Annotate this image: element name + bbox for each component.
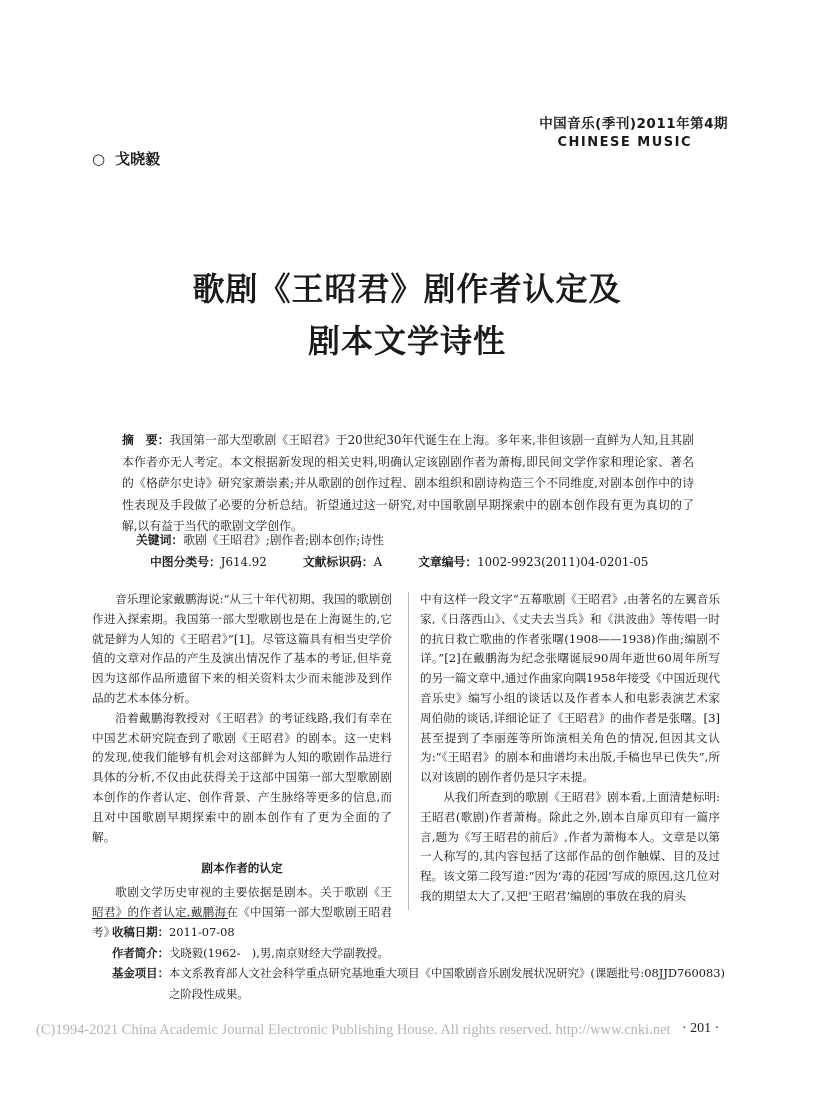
article-title-line1: 歌剧《王昭君》剧作者认定及 xyxy=(192,270,622,308)
article-number-value: 1002-9923(2011)04-0201-05 xyxy=(477,555,649,569)
body-column-left xyxy=(92,590,392,943)
journal-name: 中国音乐(季刊)2011年第4期 xyxy=(539,116,728,132)
body-paragraph: 中有这样一段文字“五幕歌剧《王昭君》,由著名的左翼音乐家,《日落西山》、《丈夫去当兵》和《洪波曲》等传唱一时的抗日救亡歌曲的作者张曙(1908——1938)作曲;编剧不详。”[2]在戴鹏海为纪念张曙诞辰90周年逝世60周年所写的另一篇文章中,通过作曲家向隅1958年接受《中国近现代音乐史》编写小组的谈话以及作者本人和电影表演艺术家周伯勋的谈话,详细论证了《王昭君》的曲作者是张曙。[3]甚至提到了李丽莲等所饰演相关角色的情况,但因其文认为:“《王昭君》的剧本和曲谱均未出版,手稿也早已佚失”,所以对该剧的剧作者仍是只字未提。 xyxy=(420,592,720,785)
body-paragraph: 从我们所查到的歌剧《王昭君》剧本看,上面清楚标明:王昭君(歌剧)作者萧梅。除此之外,剧本自扉页印有一篇序言,题为《写王昭君的前后》,作者为萧梅本人。文章是以第一人称写的,其内容包括了这部作品的创作触媒、目的及过程。该文第二段写道:“因为‘毒的花园’写成的原因,这几位对我的期望太大了,又把‘王昭君’编剧的事放在我的肩头 xyxy=(420,789,720,903)
circle-bullet-icon: ○ xyxy=(92,150,106,168)
author-name: 戈晓毅 xyxy=(115,150,161,168)
clc-label: 中图分类号： xyxy=(150,555,221,569)
author-bio-value: 戈晓毅(1962- ),男,南京财经大学副教授。 xyxy=(168,945,389,960)
journal-name-english: CHINESE MUSIC xyxy=(557,135,692,150)
doc-code-label: 文献标识码： xyxy=(302,555,374,569)
author-bio-label: 作者简介： xyxy=(112,945,169,960)
received-date xyxy=(112,922,732,943)
column-divider xyxy=(408,592,409,910)
abstract xyxy=(122,430,694,538)
body-column-right xyxy=(420,590,720,907)
fund-value: 本文系教育部人文社会科学重点研究基地重大项目《中国歌剧音乐剧发展状况研究》(课题批号:08JJD760083)之阶段性成果。 xyxy=(168,966,725,1001)
body-paragraph: 沿着戴鹏海教授对《王昭君》的考证线路,我们有幸在中国艺术研究院查到了歌剧《王昭君》的剧本。这一史料的发现,使我们能够有机会对这部鲜为人知的歌剧作品进行具体的分析,不仅由此获得关于这部中国第一部大型歌剧剧本创作的作者认定、创作背景、产生脉络等更多的信息,而且对中国歌剧早期探索中的剧本创作有了更为全面的了解。 xyxy=(92,710,392,844)
section-heading: 剧本作者的认定 xyxy=(201,861,283,876)
footnote-rule xyxy=(92,918,228,919)
body-paragraph: 歌剧文学历史审视的主要依据是剧本。关于歌剧《王昭君》的作者认定,戴鹏海在《中国第一部大型歌剧王昭君考》 xyxy=(92,885,392,939)
classification-codes xyxy=(150,552,648,572)
article-title-line2: 剧本文学诗性 xyxy=(307,322,506,360)
keywords xyxy=(136,530,696,551)
clc-value: J614.92 xyxy=(220,555,267,569)
keywords-text: 歌剧《王昭君》;剧作者;剧本创作;诗性 xyxy=(183,533,384,547)
received-value: 2011-07-08 xyxy=(168,925,235,939)
body-paragraph: 音乐理论家戴鹏海说:“从三十年代初期、我国的歌剧创作进入探索期。我国第一部大型歌剧也是在上海诞生的,它就是鲜为人知的《王昭君》”[1]。尽管这篇具有相当史学价值的文章对作品的产生及演出情况作了基本的考证,但毕竟因为这部作品所遗留下来的相关资料太少而未能涉及到作品的艺术本体分析。 xyxy=(92,592,392,705)
author-bio xyxy=(112,943,732,964)
doc-code-value: A xyxy=(373,555,383,569)
article-number-label: 文章编号： xyxy=(418,555,478,569)
fund-project xyxy=(112,963,732,1004)
keywords-label: 关键词： xyxy=(136,533,184,547)
abstract-label: 摘 要： xyxy=(122,433,170,447)
footnotes xyxy=(112,922,732,1004)
fund-label: 基金项目： xyxy=(112,966,169,980)
abstract-text: 我国第一部大型歌剧《王昭君》于20世纪30年代诞生在上海。多年来,非但该剧一直鲜为人知,且其剧本作者亦无人考定。本文根据新发现的相关史料,明确认定该剧剧作者为萧梅,即民间文学作家和理论家、著名的《格萨尔史诗》研究家萧崇素;并从歌剧的创作过程、剧本组织和剧诗构造三个不同维度,对剧本创作中的诗性表现及手段做了必要的分析总结。祈望通过这一研究,对中国歌剧早期探索中的剧本创作段有更为真切的了解,以有益于当代的歌剧文学创作。 xyxy=(122,433,694,534)
received-label: 收稿日期： xyxy=(112,925,169,939)
copyright-watermark: (C)1994-2021 China Academic Journal Electronic Publishing House. All rights reserved. http://www.cnki.net xyxy=(36,1022,671,1038)
author-line xyxy=(92,148,160,169)
page-number: · 201 · xyxy=(682,1021,720,1036)
